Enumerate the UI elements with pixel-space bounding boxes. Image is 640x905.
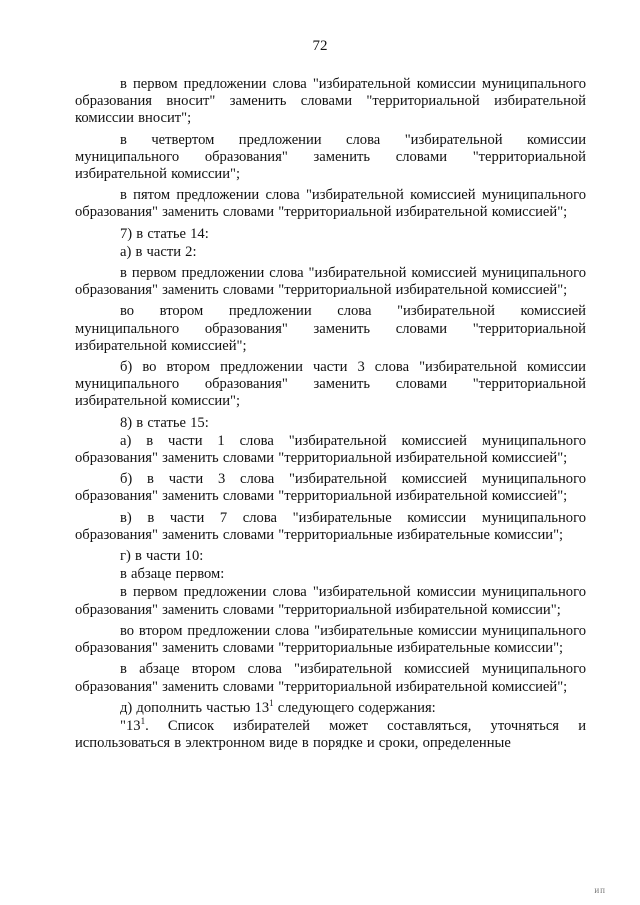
paragraph-quote [75, 715, 586, 752]
paragraph: в первом предложении слова "избирательной комиссии муниципального образования вносит" заменить словами "территориальной избирательной комиссии вносит"; [75, 76, 586, 127]
paragraph: а) в части 1 слова "избирательной комиссией муниципального образования" заменить словами "территориальной избирательной комиссией"; [75, 432, 586, 467]
paragraph: в первом предложении слова "избирательной комиссией муниципального образования" заменить словами "территориальной избирательной комиссией"; [75, 265, 586, 299]
paragraph: в первом предложении слова "избирательной комиссии муниципального образования" заменить словами "территориальной избирательной комиссии"; [75, 584, 586, 618]
paragraph: в абзаце первом: [120, 566, 225, 583]
part13-superscript: 1 [269, 697, 274, 708]
paragraph: б) во втором предложении части 3 слова "избирательной комиссии муниципального образования" заменить словами "территориальной избирательной комиссии"; [75, 359, 586, 410]
paragraph-part13 [75, 697, 586, 717]
part13-suffix: следующего содержания: [273, 699, 436, 716]
paragraph: а) в части 2: [120, 243, 197, 260]
paragraph: во втором предложении слова "избирательные комиссии муниципального образования" заменить словами "территориальные избирательные комиссии"; [75, 622, 586, 657]
quote-superscript: 1 [140, 715, 146, 726]
part13-prefix: д) дополнить частью 13 [120, 699, 270, 716]
paragraph: в четвертом предложении слова "избирательной комиссии муниципального образования" заменить словами "территориальной избирательной комиссии"; [75, 131, 586, 183]
quote-open: "13 [120, 717, 141, 734]
paragraph: в пятом предложении слова "избирательной комиссией муниципального образования" заменить словами "территориальной избирательной комиссией"; [75, 187, 586, 221]
paragraph: во втором предложении слова "избирательной комиссией муниципального образования" заменить словами "территориальной избирательной комиссией"; [75, 303, 586, 354]
quote-text: . Список избирателей может составляться, уточняться и использоваться в электронном виде в порядке и сроки, определенные [75, 717, 586, 752]
paragraph: 8) в статье 15: [120, 414, 209, 431]
paragraph: г) в части 10: [120, 548, 204, 565]
document-body [75, 76, 586, 756]
page-number: 72 [312, 38, 328, 54]
paragraph: в) в части 7 слова "избирательные комиссии муниципального образования" заменить словами "территориальные избирательные комиссии"; [75, 509, 586, 543]
paragraph: в абзаце втором слова "избирательной комиссией муниципального образования" заменить словами "территориальной избирательной комиссией"; [75, 661, 586, 695]
paragraph: б) в части 3 слова "избирательной комиссией муниципального образования" заменить словами "территориальной избирательной комиссией"; [75, 471, 586, 505]
footer-mark: ип [594, 885, 606, 895]
paragraph: 7) в статье 14: [120, 225, 209, 242]
